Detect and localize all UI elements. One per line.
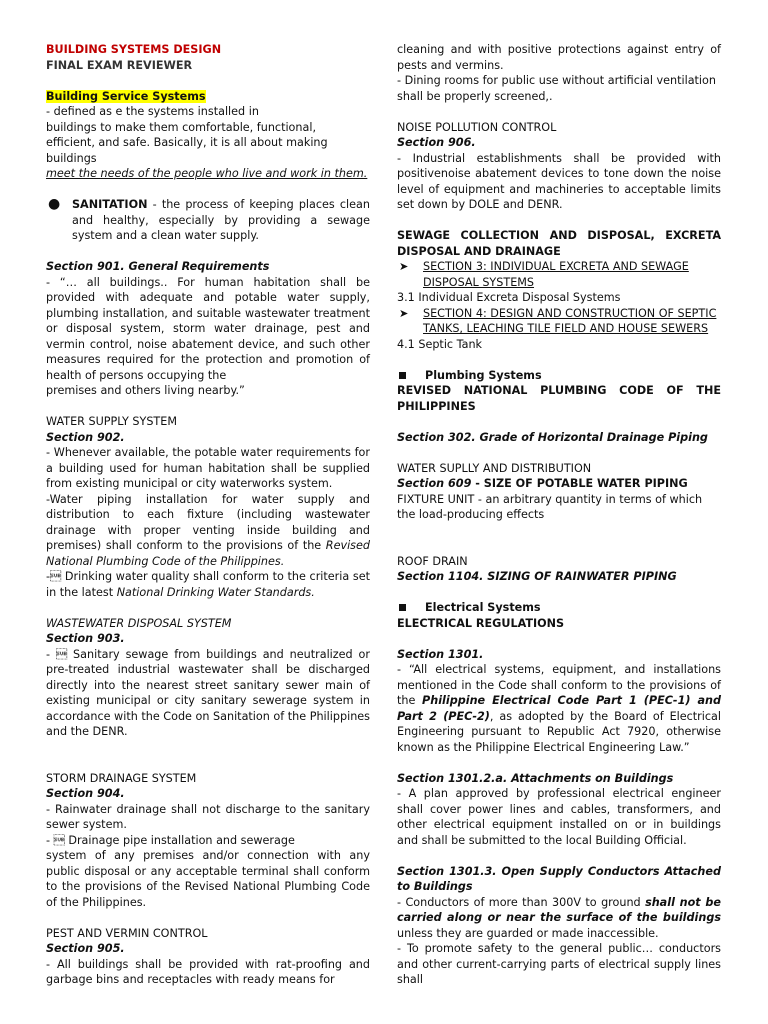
document-subtitle: FINAL EXAM REVIEWER (46, 58, 193, 72)
water-supply-distribution-heading: WATER SUPLLY AND DISTRIBUTION (397, 461, 592, 475)
bss-definition-line-4: meet the needs of the people who live and work in them. (46, 167, 368, 180)
item-4-1: 4.1 Septic Tank (397, 337, 483, 351)
water-supply-heading: WATER SUPPLY SYSTEM (46, 415, 177, 428)
section-1301-title: Section 1301. (397, 647, 484, 661)
section-302: Section 302. Grade of Horizontal Drainage Piping (397, 430, 708, 444)
sewage-heading: SEWAGE COLLECTION AND DISPOSAL, EXCRETA DISPOSAL AND DRAINAGE (397, 229, 721, 258)
bss-definition-line-2: buildings to make them comfortable, functional, (46, 120, 317, 134)
section-3-item: ➤ SECTION 3: INDIVIDUAL EXCRETA AND SEWAGE DISPOSAL SYSTEMS (399, 260, 689, 289)
section-904-para-2: -  Drainage pipe installation and sewerage (46, 833, 295, 847)
section-903-text: -  Sanitary sewage from buildings and neutralized or pre-treated industrial wastewater shall be discharged directly into the nearest street sanitary sewer main of existing municipal or city sanitary sewerage system in accordance with the Code on Sanitation of the Philippines and the DENR. (46, 647, 370, 738)
section-904-title: Section 904. (46, 787, 125, 800)
section-901-title: Section 901. General Requirements (46, 260, 270, 273)
section-1301-text: - “All electrical systems, equipment, and installations mentioned in the Code shall conform to the provisions of the Philippine Electrical Code Part 1 (PEC-1) and Part 2 (PEC-2), as adopted by the Board of Electrical Engineering pursuant to Republic Act 7920, otherwise known as the Philippine Electrical Engineering Law.” (397, 663, 721, 754)
square-bullet-icon (399, 604, 406, 611)
square-bullet-icon (399, 372, 406, 379)
section-905-title: Section 905. (46, 942, 125, 955)
bss-heading: Building Service Systems (46, 89, 206, 103)
fixture-unit-definition: FIXTURE UNIT - an arbitrary quantity in terms of which the load-producing effects (397, 492, 703, 521)
item-3-1: 3.1 Individual Excreta Disposal Systems (397, 291, 621, 304)
continued-text-1: cleaning and with positive protections against entry of pests and vermins. (397, 43, 721, 72)
section-1301-3-text: - Conductors of more than 300V to ground shall not be carried along or near the surface of the buildings unless they are guarded or made inaccessible. (397, 895, 721, 940)
section-901-text: - “… all buildings.. For human habitation shall be provided with adequate and potable water supply, plumbing installation, and suitable wastewater treatment or disposal system, storm water drainage, pest and vermin control, noise abatement device, and such other measures required for the protection and promotion of health of persons occupying the (46, 275, 370, 382)
electrical-systems-item: Electrical Systems (397, 600, 721, 616)
sanitation-term: SANITATION (72, 198, 148, 211)
continued-text-2: - Dining rooms for public use without artificial ventilation shall be properly screened,. (397, 74, 716, 103)
right-column (397, 42, 721, 988)
electrical-regulations-heading: ELECTRICAL REGULATIONS (397, 616, 565, 630)
section-1301-3-text-2: - To promote safety to the general public… conductors and other current-carrying parts of electrical supply lines shall (397, 942, 721, 986)
plumbing-systems-item: Plumbing Systems (397, 368, 721, 384)
section-609: Section 609 - SIZE OF POTABLE WATER PIPING (397, 477, 688, 490)
bss-definition-line-1: - defined as e the systems installed in (46, 105, 259, 118)
section-903-title: Section 903. (46, 632, 125, 645)
document-title: BUILDING SYSTEMS DESIGN (46, 43, 222, 56)
roof-drain-heading: ROOF DRAIN (397, 554, 468, 568)
bullet-icon: ● (48, 196, 61, 212)
section-901-text-end: premises and others living nearby.” (46, 384, 245, 397)
section-902-para-1: - Whenever available, the potable water requirements for a building used for human habitation shall be supplied from existing municipal or city waterworks system. (46, 446, 370, 490)
pest-vermin-heading: PEST AND VERMIN CONTROL (46, 926, 208, 940)
section-902-para-2: -Water piping installation for water supply and distribution to each fixture (including wastewater drainage with proper venting inside building and premises) shall conform to the provisions of the Revised National Plumbing Code of the Philippines. (46, 492, 370, 568)
bss-definition-line-3: efficient, and safe. Basically, it is all about making buildings (46, 136, 328, 165)
section-904-para-1: - Rainwater drainage shall not discharge to the sanitary sewer system. (46, 802, 370, 831)
section-902-para-3: - Drinking water quality shall conform to the criteria set in the latest National Drinking Water Standards. (46, 570, 370, 599)
arrow-bullet-icon: ➤ (399, 306, 409, 320)
section-1104: Section 1104. SIZING OF RAINWATER PIPING (397, 570, 677, 583)
left-column (46, 42, 370, 988)
arrow-bullet-icon: ➤ (399, 260, 409, 273)
section-906-title: Section 906. (397, 136, 476, 149)
noise-pollution-heading: NOISE POLLUTION CONTROL (397, 120, 557, 134)
section-4-item: ➤ SECTION 4: DESIGN AND CONSTRUCTION OF SEPTIC TANKS, LEACHING TILE FIELD AND HOUSE SEWERS (399, 306, 717, 335)
section-1301-2a-text: - A plan approved by professional electrical engineer shall cover power lines and cables, transformers, and other electrical equipment installed on or in buildings and shall be submitted to the local Building Official. (397, 787, 721, 847)
sanitation-bullet (46, 197, 370, 244)
wastewater-heading: WASTEWATER DISPOSAL SYSTEM (46, 616, 232, 630)
section-1301-2a-title: Section 1301.2.a. Attachments on Buildings (397, 771, 674, 785)
section-902-title: Section 902. (46, 430, 125, 444)
section-904-para-3: system of any premises and/or connection with any public disposal or any acceptable terminal shall conform to the provisions of the Revised National Plumbing Code of the Philippines. (46, 849, 370, 909)
section-905-text: - All buildings shall be provided with rat-proofing and garbage bins and receptacles with ready means for (46, 957, 370, 986)
sanitation-definition: - the process of keeping places clean and healthy, especially by providing a sewage system and a clean water supply. (72, 198, 370, 242)
section-906-text: - Industrial establishments shall be provided with positivenoise abatement devices to tone down the noise level of equipment and machineries to acceptable limits set down by DOLE and DENR. (397, 151, 721, 211)
section-1301-3-title: Section 1301.3. Open Supply Conductors Attached to Buildings (397, 864, 721, 893)
rnpc-heading: REVISED NATIONAL PLUMBING CODE OF THE PHILIPPINES (397, 384, 721, 413)
storm-drainage-heading: STORM DRAINAGE SYSTEM (46, 771, 197, 785)
